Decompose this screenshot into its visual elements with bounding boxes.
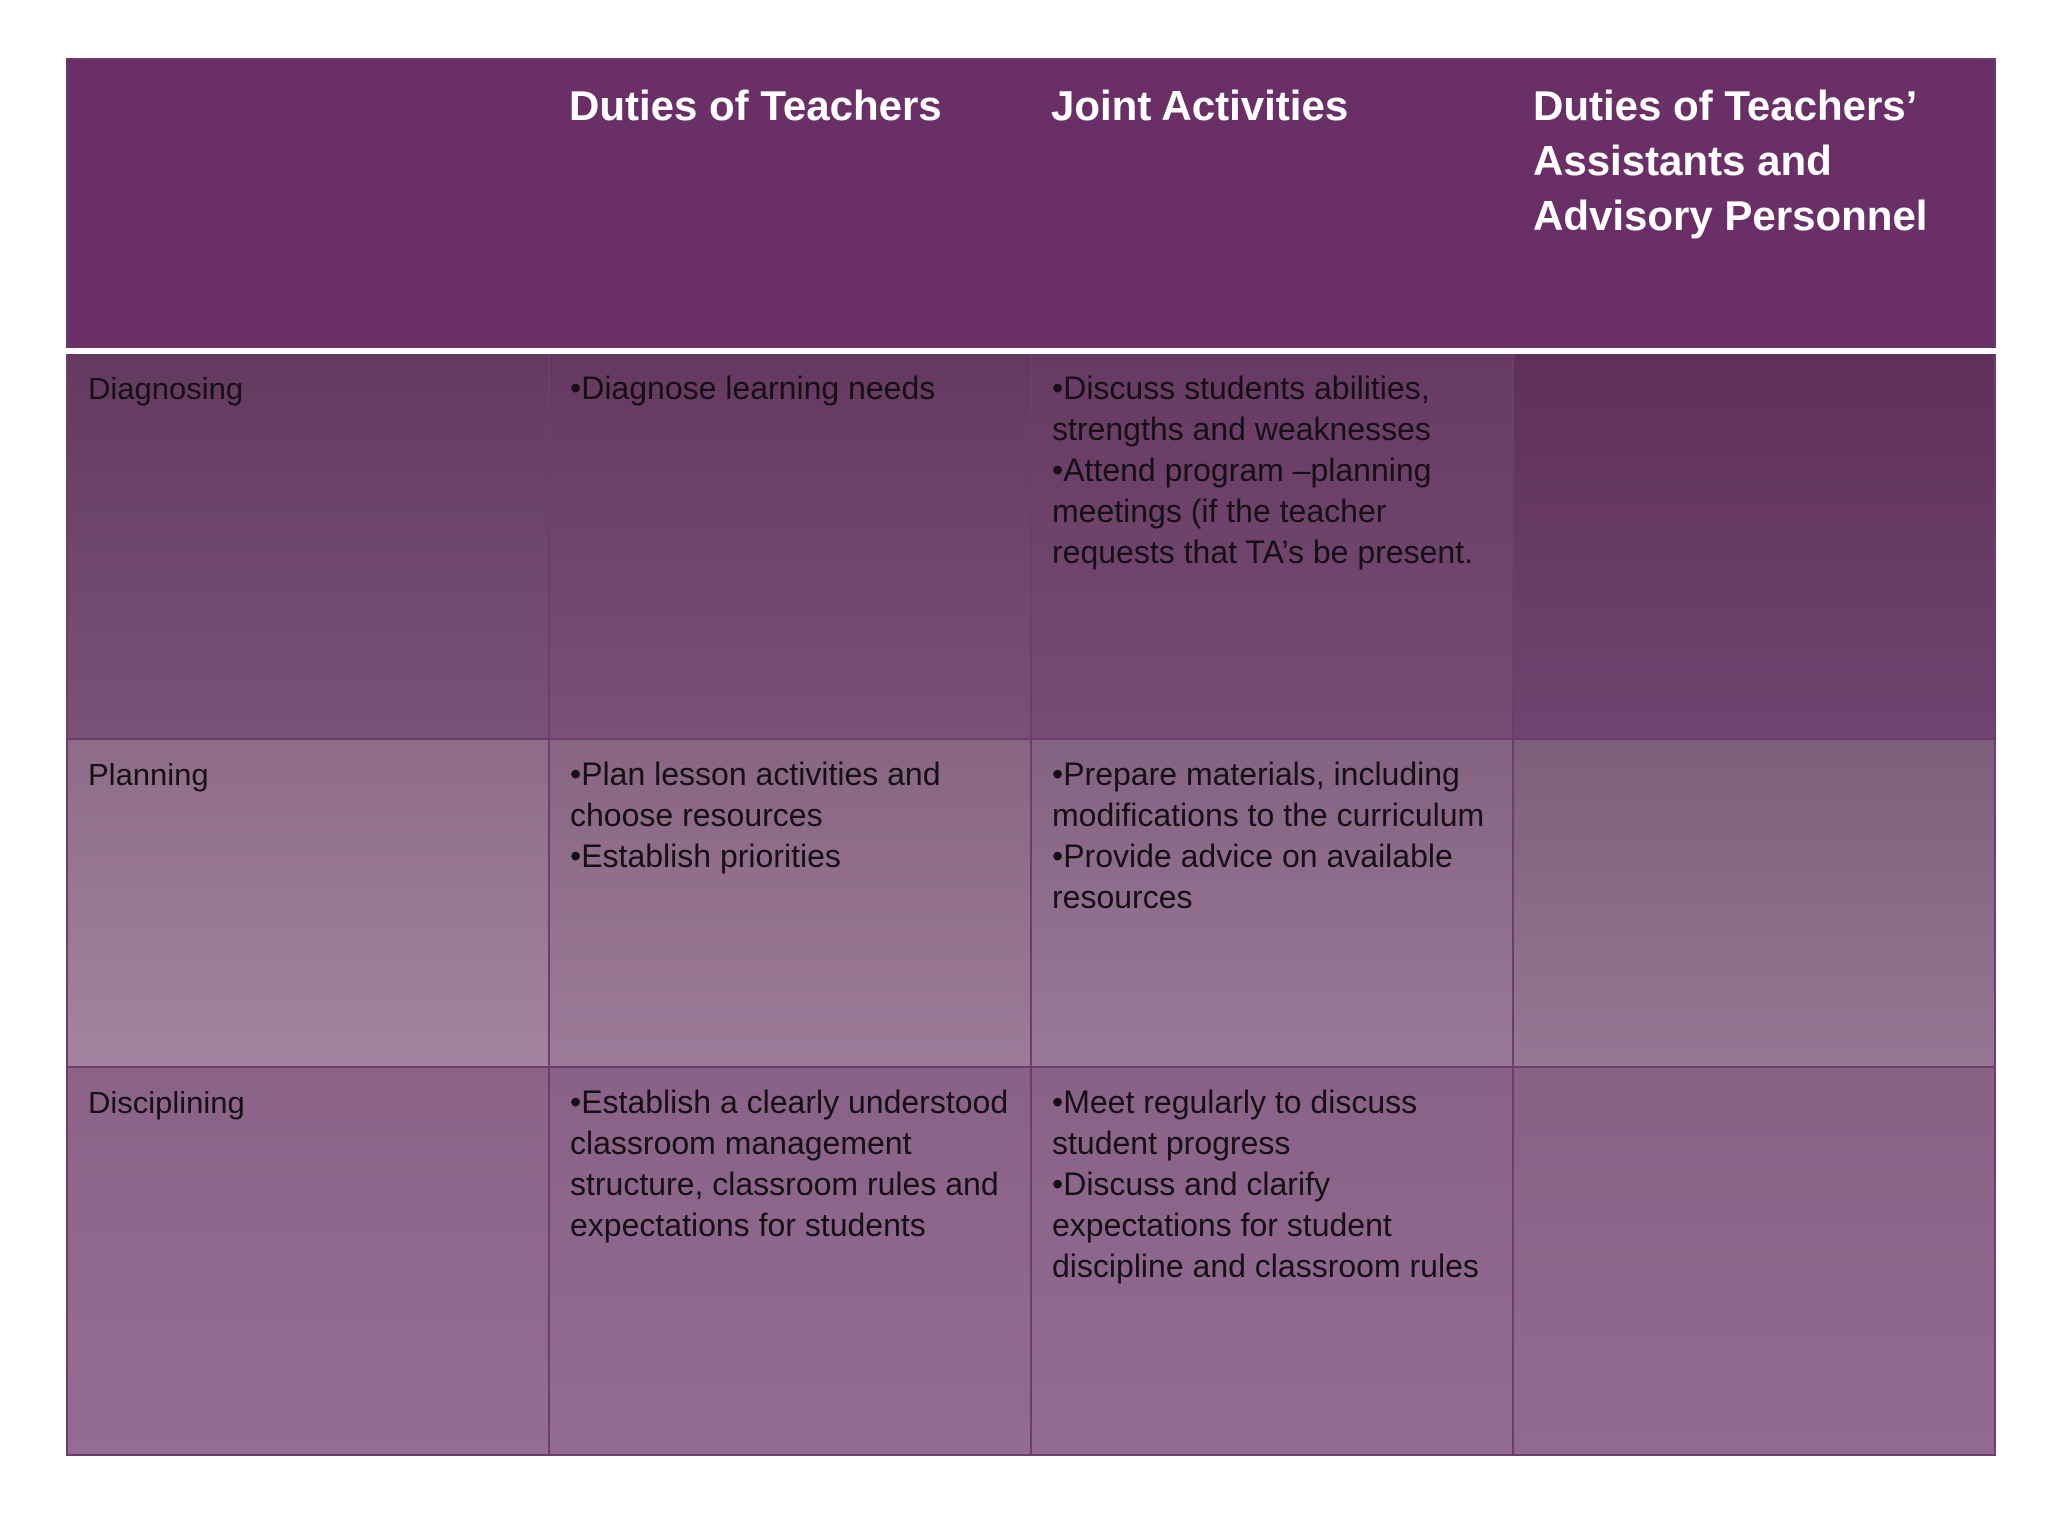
- bullet-item: •Diagnose learning needs: [570, 370, 936, 406]
- row-label-disciplining: Disciplining: [67, 1067, 549, 1455]
- joint-cell-planning: [1031, 739, 1513, 1067]
- header-row: [67, 59, 1995, 351]
- bullet-item: •Establish a clearly understood classroom management structure, classroom rules and expectations for students: [570, 1084, 1009, 1243]
- row-label-diagnosing: Diagnosing: [67, 351, 549, 739]
- teachers-cell-planning: [549, 739, 1031, 1067]
- bullet-item: •Meet regularly to discuss student progress: [1052, 1084, 1418, 1161]
- bullet-item: •Plan lesson activities and choose resources: [570, 756, 941, 833]
- bullet-item: •Discuss and clarify expectations for student discipline and classroom rules: [1052, 1166, 1479, 1284]
- joint-cell-disciplining: [1031, 1067, 1513, 1455]
- row-label-planning: Planning: [67, 739, 549, 1067]
- header-duties-of-teachers: Duties of Teachers: [549, 59, 1031, 351]
- teachers-cell-disciplining: [549, 1067, 1031, 1455]
- assistants-cell-disciplining: [1513, 1067, 1995, 1455]
- bullet-item: •Attend program –planning meetings (if the teacher requests that TA’s be present.: [1052, 452, 1473, 570]
- teachers-cell-diagnosing: [549, 351, 1031, 739]
- bullet-item: •Provide advice on available resources: [1052, 838, 1453, 915]
- bullet-item: •Prepare materials, including modifications to the curriculum: [1052, 756, 1485, 833]
- duties-table: [66, 58, 1996, 1456]
- assistants-cell-planning: [1513, 739, 1995, 1067]
- header-joint-activities: Joint Activities: [1031, 59, 1513, 351]
- joint-cell-diagnosing: [1031, 351, 1513, 739]
- header-cell-empty: [67, 59, 549, 351]
- table-row-diagnosing: [67, 351, 1995, 739]
- table-row-planning: [67, 739, 1995, 1067]
- assistants-cell-diagnosing: [1513, 351, 1995, 739]
- table-row-disciplining: [67, 1067, 1995, 1455]
- bullet-item: •Establish priorities: [570, 838, 841, 874]
- bullet-item: •Discuss students abilities, strengths and weaknesses: [1052, 370, 1431, 447]
- header-duties-of-assistants: Duties of Teachers’ Assistants and Advisory Personnel: [1513, 59, 1995, 351]
